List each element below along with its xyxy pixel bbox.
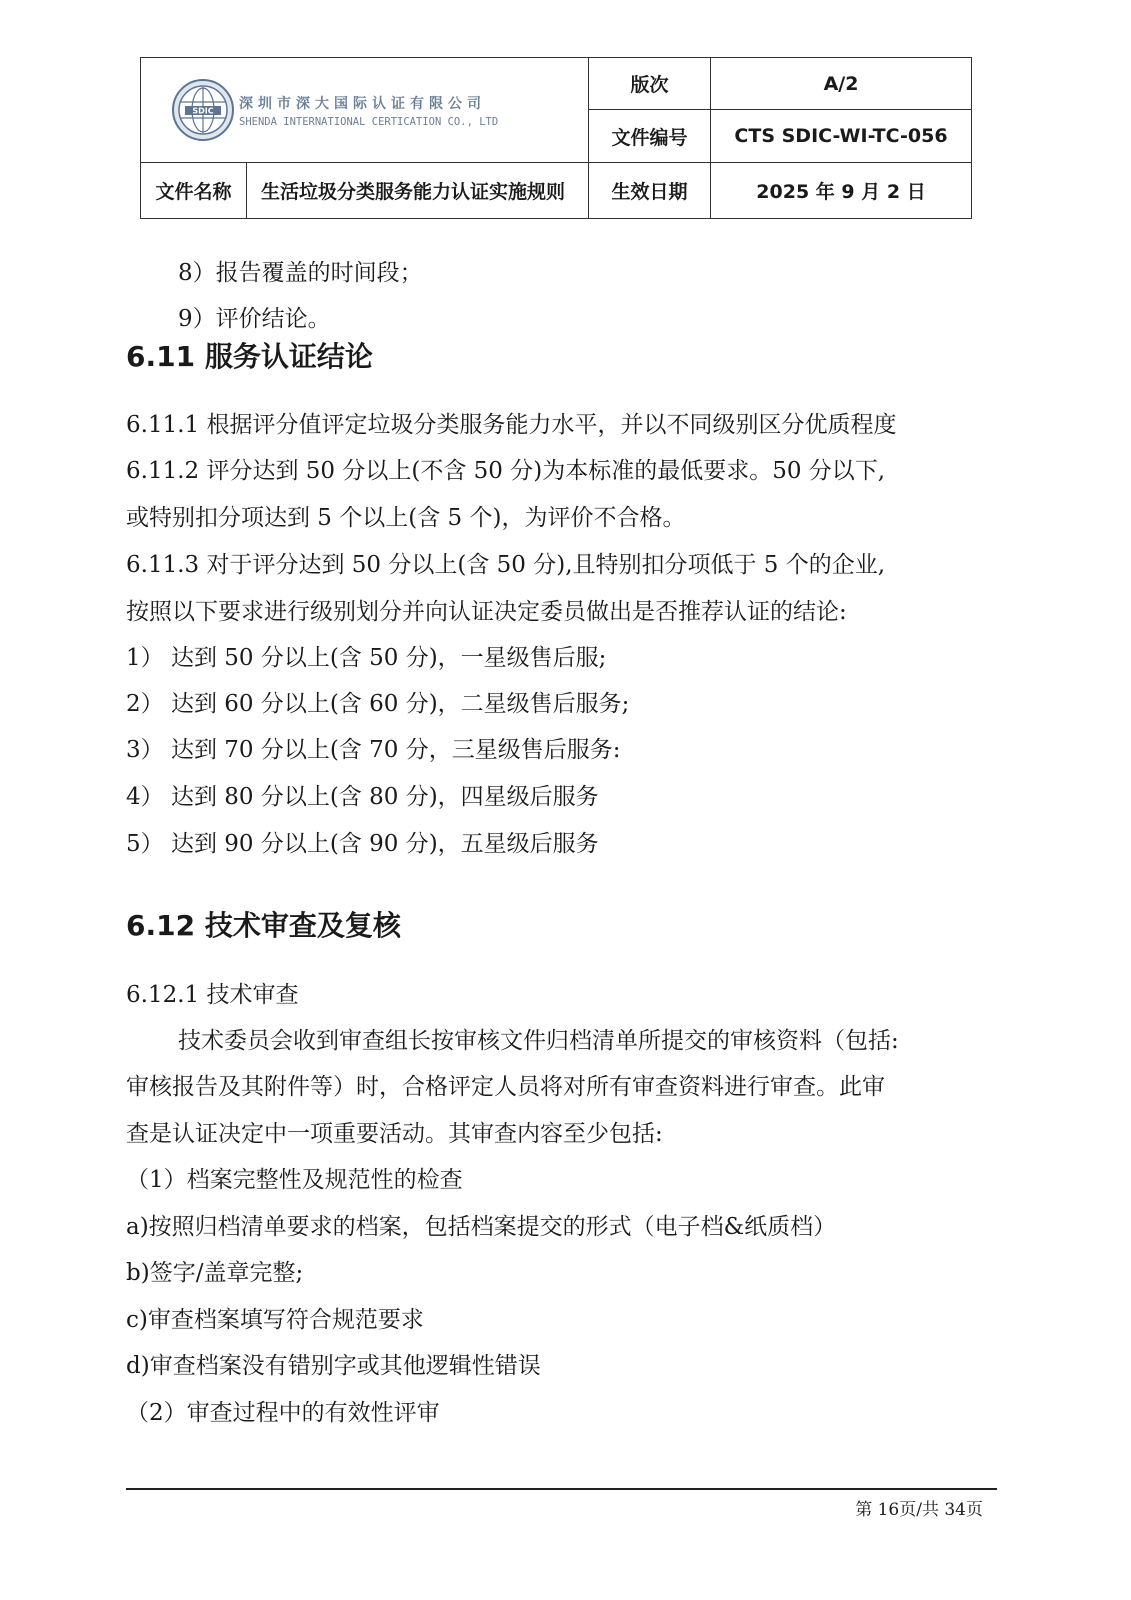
body-line: 6.11.3 对于评分达到 50 分以上(含 50 分),且特别扣分项低于 5 个的企业, (126, 552, 886, 578)
doc-name-label: 文件名称 (141, 163, 247, 219)
body-line: 按照以下要求进行级别划分并向认证决定委员做出是否推荐认证的结论: (126, 599, 847, 625)
footer-divider (126, 1488, 997, 1490)
doc-number-label: 文件编号 (589, 110, 711, 163)
company-name-cn: 深圳市深大国际认证有限公司 (239, 95, 486, 112)
version-value: A/2 (711, 58, 972, 110)
section-heading: 6.12 技术审查及复核 (126, 909, 401, 942)
list-item: b)签字/盖章完整; (126, 1260, 304, 1286)
page-number: 第 16页/共 34页 (855, 1500, 983, 1520)
body-line: 查是认证决定中一项重要活动。其审查内容至少包括: (126, 1121, 663, 1147)
list-item: 5） 达到 90 分以上(含 90 分)，五星级后服务 (126, 831, 599, 857)
body-line: 技术委员会收到审查组长按审核文件归档清单所提交的审核资料（包括: (178, 1028, 899, 1054)
logo-text: SDIC (192, 106, 214, 116)
body-line: 审核报告及其附件等）时，合格评定人员将对所有审查资料进行审查。此审 (126, 1074, 885, 1100)
effective-date-label: 生效日期 (589, 163, 711, 219)
list-item: c)审查档案填写符合规范要求 (126, 1307, 424, 1333)
body-line: 9）评价结论。 (178, 306, 331, 332)
company-logo-icon (171, 78, 235, 142)
doc-number-value: CTS SDIC-WI-TC-056 (711, 110, 972, 163)
company-logo-cell (141, 58, 589, 163)
body-line: 6.11.2 评分达到 50 分以上(不含 50 分)为本标准的最低要求。50 分以下, (126, 458, 886, 484)
list-item: 2） 达到 60 分以上(含 60 分)，二星级售后服务; (126, 691, 630, 717)
section-heading: 6.11 服务认证结论 (126, 340, 373, 373)
list-item: 3） 达到 70 分以上(含 70 分，三星级售后服务: (126, 737, 621, 763)
list-item: 1） 达到 50 分以上(含 50 分)，一星级售后服; (126, 645, 607, 671)
effective-date-value: 2025 年 9 月 2 日 (711, 163, 972, 219)
list-item: d)审查档案没有错别字或其他逻辑性错误 (126, 1353, 541, 1379)
document-header-table (140, 57, 972, 219)
list-item: 4） 达到 80 分以上(含 80 分)，四星级后服务 (126, 784, 599, 810)
list-item: （1）档案完整性及规范性的检查 (126, 1167, 463, 1193)
version-label: 版次 (589, 58, 711, 110)
list-item: （2）审查过程中的有效性评审 (126, 1400, 440, 1426)
body-line: 6.11.1 根据评分值评定垃圾分类服务能力水平，并以不同级别区分优质程度 (126, 412, 897, 438)
body-line: 8）报告覆盖的时间段； (178, 260, 423, 286)
subsection-heading: 6.12.1 技术审查 (126, 982, 299, 1008)
doc-name-value: 生活垃圾分类服务能力认证实施规则 (247, 163, 589, 219)
list-item: a)按照归档清单要求的档案，包括档案提交的形式（电子档&纸质档） (126, 1214, 837, 1240)
body-line: 或特别扣分项达到 5 个以上(含 5 个)，为评价不合格。 (126, 505, 686, 531)
company-name-en: SHENDA INTERNATIONAL CERTICATION CO., LTD (239, 115, 499, 128)
